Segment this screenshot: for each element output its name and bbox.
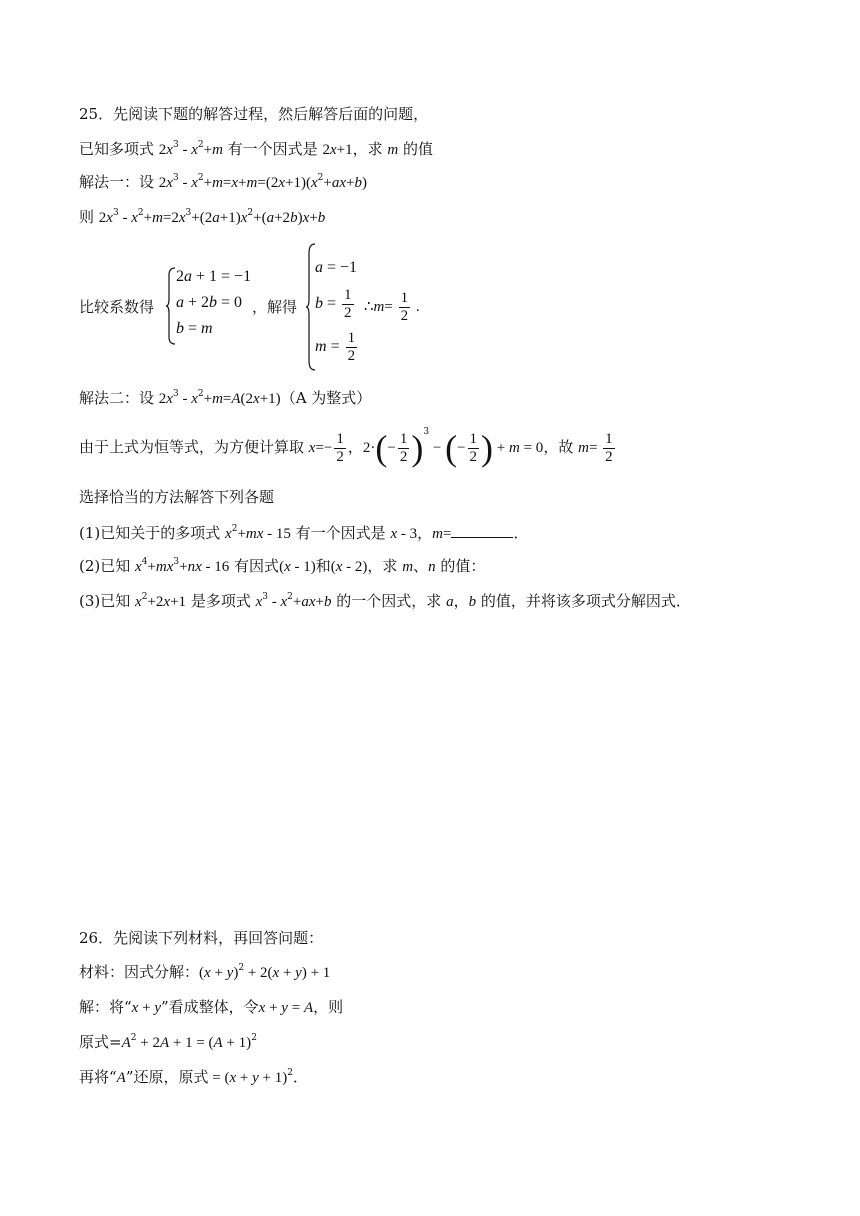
q25-choose: 选择恰当的方法解答下列各题 bbox=[79, 488, 275, 506]
q26-restore: 再将“A”还原，原式 = $(x + y + 1)^2$． bbox=[79, 1068, 309, 1086]
system2-eq3: m = $\frac{1}{2}$ bbox=[315, 330, 356, 364]
q25-part3: (3)已知 $x^2+2x+1$ 是多项式 $x^3 - x^2+ax+b$ 的一个因式，求 a，b 的值，并将该多项式分解因式． bbox=[79, 592, 691, 610]
system2-eq1: a = −1 bbox=[315, 259, 358, 276]
q25-solve-label: ，解得 bbox=[252, 298, 298, 316]
q25-therefore: ∴m= $\frac{1}{2}$ . bbox=[364, 290, 420, 324]
system1-eq2: a + 2b = 0 bbox=[176, 294, 243, 311]
q25-given: 已知多项式 $2x^3 - x^2+m$ 有一个因式是 2x+1，求 m 的值 bbox=[79, 140, 433, 158]
q25-solution1-setup: 解法一：设 $2x^3 - x^2+m=x+m=(2x+1)(x^2+ax+b)$ bbox=[79, 173, 367, 191]
q26-material: 材料：因式分解：$(x + y)^2 + 2(x + y) + 1$ bbox=[79, 963, 331, 981]
q25-compare-label: 比较系数得 bbox=[79, 298, 155, 316]
q26-original: 原式$=A^2 + 2A + 1 = (A + 1)^2$ bbox=[79, 1033, 257, 1051]
q25-part1: (1)已知关于的多项式 $x^2+mx - 15$ 有一个因式是 x - 3，m= ． bbox=[79, 524, 529, 542]
system1-eq1: 2a + 1 = −1 bbox=[176, 268, 252, 285]
q25-solution2: 解法二：设 $2x^3 - x^2+m=A(2x+1)(A$ 为整式） bbox=[79, 389, 372, 407]
answer-blank[interactable] bbox=[451, 523, 513, 538]
q25-part2: (2)已知 $x^4+mx^3+nx - 16$ 有因式(x - 1)和(x - 2)，求 m、n 的值： bbox=[79, 557, 486, 575]
system1-eq3: b = m bbox=[176, 320, 213, 337]
q25-expansion: 则 $2x^3 - x^2+m=2x^3+(2a+1)x^2+(a+2b)x+b$ bbox=[79, 208, 326, 226]
system2-eq2: b = $\frac{1}{2}$ bbox=[315, 287, 352, 321]
q25-identity: 由于上式为恒等式，为方便计算取 x=− $\frac{1}{2}$ ，2·(− $\frac{1}{2}$ )$^3$ − (− $\frac{1}{2}$ ) + m = 0，故 m= $\frac{1}{2}$ bbox=[79, 427, 613, 468]
q26-title: 26．先阅读下列材料，再回答问题： bbox=[79, 929, 324, 947]
q26-solution: 解：将“x + y”看成整体，令x + y = A，则 bbox=[79, 998, 344, 1016]
q25-title: 25．先阅读下题的解答过程，然后解答后面的问题， bbox=[79, 105, 429, 123]
